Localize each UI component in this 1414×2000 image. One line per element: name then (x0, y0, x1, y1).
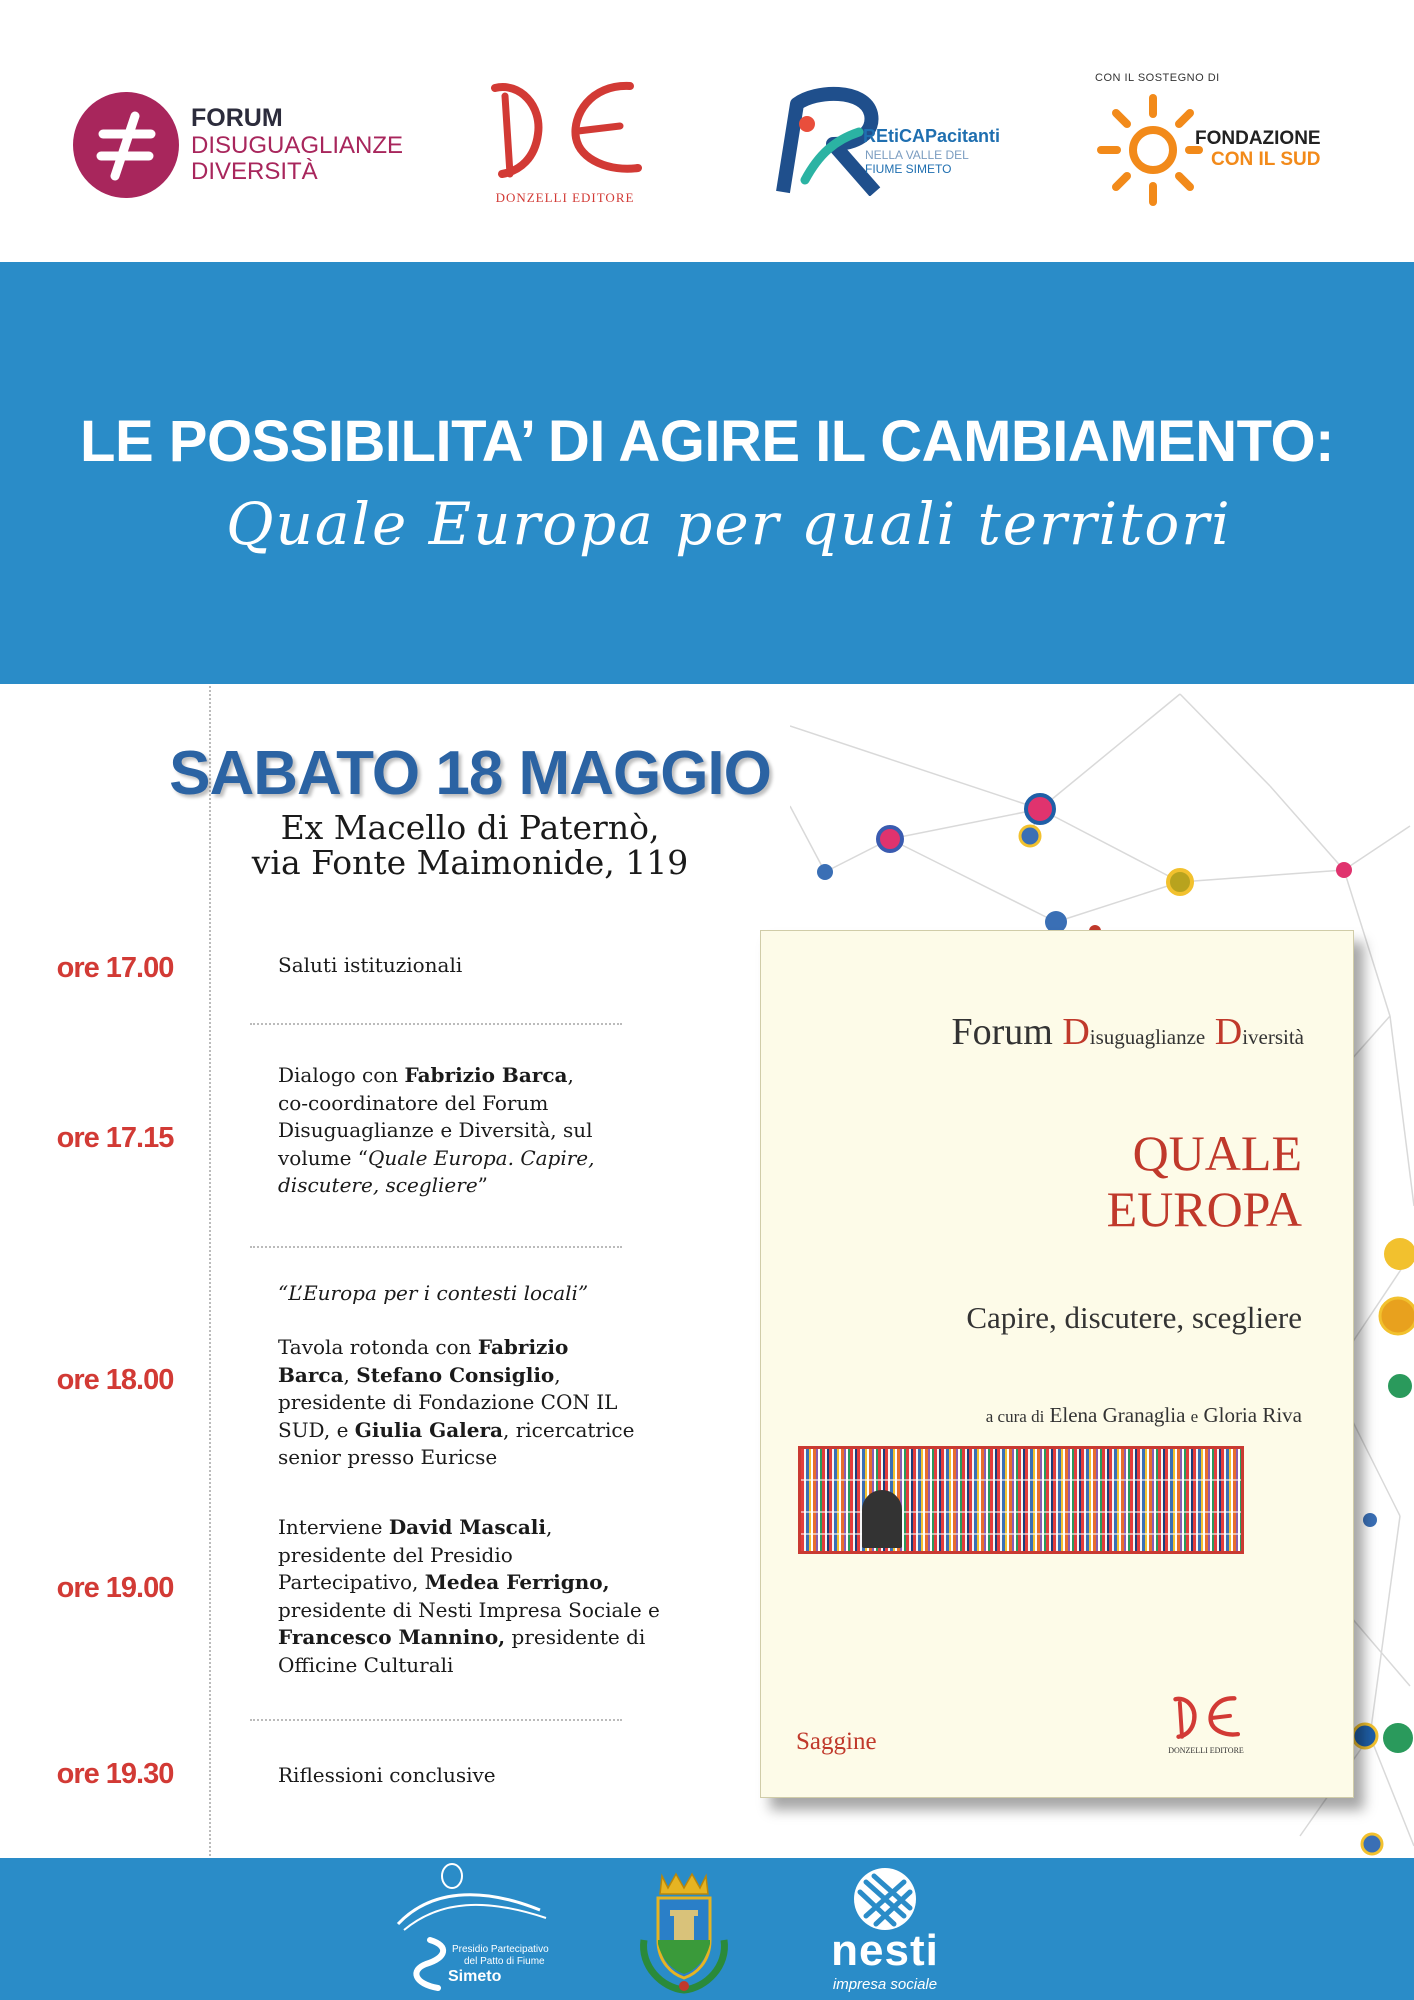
book-publisher: DONZELLI EDITORE (1168, 1746, 1244, 1755)
donzelli-logo (480, 76, 650, 206)
schedule-item: Interviene David Mascali, presidente del Presidio Partecipativo, Medea Ferrigno, presidente di Nesti Impresa Sociale e Francesco Mannino, presidente di Officine Culturali (278, 1515, 660, 1677)
schedule-item: Saluti istituzionali (278, 953, 463, 977)
network-node (878, 827, 902, 851)
time-label: ore 17.15 (56, 1122, 174, 1154)
schedule-item: Tavola rotonda con Fabrizio Barca, Stefano Consiglio, presidente di Fondazione CON IL SUD, e Giulia Galera, ricercatrice senior presso Euricse (278, 1335, 635, 1469)
network-node (1380, 1298, 1414, 1334)
schedule-heading: “L’Europa per i contesti locali” (278, 1281, 589, 1305)
reticap-logo (775, 84, 1015, 204)
schedule-item: Riflessioni conclusive (278, 1763, 496, 1787)
time-label: ore 19.00 (56, 1572, 174, 1604)
reticap-brand: REtiCAPacitanti (863, 126, 1001, 146)
place-line2: via Fonte Maimonide, 119 (251, 843, 689, 882)
nesti-name: nesti (831, 1926, 939, 1975)
time-label: ore 18.00 (56, 1364, 174, 1396)
schedule-item: Dialogo con Fabrizio Barca, co-coordinatore del Forum Disuguaglianze e Diversità, sul volume “Quale Europa. Capire, discutere, scegliere” (278, 1063, 595, 1197)
nesti-tagline: impresa sociale (832, 1976, 938, 1993)
schedule-separator (250, 1246, 622, 1248)
sun-icon (1093, 90, 1203, 210)
presidio-line2: del Patto di Fiume (464, 1956, 545, 1967)
fondazione-line1: FONDAZIONE (1195, 128, 1321, 149)
book-cover-person (862, 1490, 902, 1548)
book-title: QUALE EUROPA (1106, 1125, 1302, 1237)
nesti-logo (820, 1866, 950, 1996)
network-node (1383, 1723, 1413, 1753)
presidio-line3: Simeto (448, 1968, 502, 1985)
time-label: ore 17.00 (56, 952, 174, 984)
network-node (1362, 1834, 1382, 1854)
schedule-separator (250, 1719, 622, 1721)
forum-logo-line3: DIVERSITÀ (191, 158, 318, 185)
not-equal-icon (73, 92, 179, 198)
event-date: SABATO 18 MAGGIO (169, 739, 771, 808)
event-subtitle: Quale Europa per quali territori (226, 490, 1232, 558)
book-publisher-icon (1168, 1694, 1244, 1742)
presidio-logo (390, 1860, 570, 1996)
network-node (1384, 1238, 1414, 1270)
nesti-mark-icon (852, 1866, 918, 1932)
book-subtitle: Capire, discutere, scegliere (966, 1300, 1302, 1335)
schedule-separator (250, 1023, 622, 1025)
time-label: ore 19.30 (56, 1758, 174, 1790)
event-place (170, 810, 770, 880)
fondazione-line2: CON IL SUD (1211, 149, 1321, 170)
event-title: LE POSSIBILITA’ DI AGIRE IL CAMBIAMENTO: (80, 409, 1334, 474)
network-node (1168, 870, 1192, 894)
municipal-crest-icon (632, 1870, 736, 1994)
donzelli-logo-label: DONZELLI EDITORE (495, 190, 635, 205)
fondazione-logo (1093, 70, 1353, 210)
network-node (1353, 1724, 1377, 1748)
presidio-line1: Presidio Partecipativo (452, 1944, 549, 1955)
network-node (1026, 795, 1054, 823)
place-line1: Ex Macello di Paternò, (280, 808, 660, 847)
forum-logo (70, 90, 410, 200)
book-forum-label: Forum Disuguaglianze Diversità (951, 1011, 1304, 1053)
forum-logo-line1: FORUM (191, 104, 283, 132)
book-editors: a cura di Elena Granaglia e Gloria Riva (985, 1403, 1302, 1427)
book-cover (760, 930, 1354, 1798)
reticap-line2: NELLA VALLE DEL (865, 148, 969, 162)
reticap-line3: FIUME SIMETO (865, 162, 952, 176)
donzelli-mark-icon (480, 76, 650, 186)
network-node (1020, 826, 1040, 846)
network-node (1363, 1513, 1377, 1527)
network-node (1336, 862, 1352, 878)
network-node (817, 864, 833, 880)
book-series: Saggine (796, 1728, 877, 1755)
support-label: CON IL SOSTEGNO DI (1095, 72, 1220, 84)
forum-logo-line2: DISUGUAGLIANZE (191, 132, 404, 159)
network-node (1388, 1374, 1412, 1398)
